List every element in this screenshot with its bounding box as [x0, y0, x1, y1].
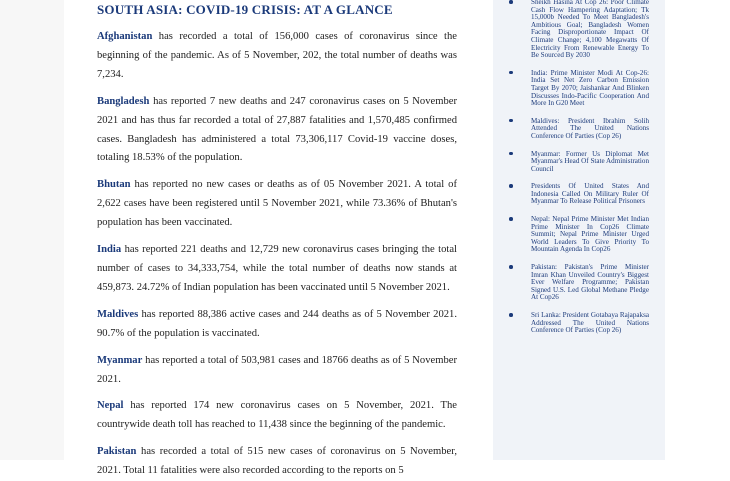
- country-name: Maldives: [97, 308, 139, 320]
- news-headline-item[interactable]: [531, 183, 649, 206]
- news-headline-text: Nepal: Nepal Prime Minister Met Indian Prime Minister In Cop26 Climate Summit; Nepal Prime Minister Urged World Leaders To Give Priority To Mountain Agenda In Cop26: [531, 215, 649, 254]
- bullet-icon: [509, 313, 513, 317]
- news-headline-item[interactable]: [531, 216, 649, 254]
- country-summary: has reported 221 deaths and 12,729 new coronavirus cases bringing the total number of cases to 34,333,754, while the total number of deaths now stands at 459,873. 24.72% of Indian population has been vaccinated until 5 November 2021.: [97, 244, 457, 293]
- country-summary: has reported 174 new coronavirus cases on 5 November, 2021. The countrywide death toll has reached to 11,438 since the beginning of the pandemic.: [97, 400, 457, 431]
- bullet-icon: [509, 71, 513, 75]
- news-headline-text: Maldives: President Ibrahim Solih Attended The United Nations Conference Of Parties (Cop 26): [531, 116, 649, 140]
- page-margin-strip: [0, 0, 64, 460]
- news-headline-text: Sri Lanka: President Gotabaya Rajapaksa Addressed The United Nations Conference Of Parties (Cop 26): [531, 311, 649, 335]
- country-summary: has recorded a total of 156,000 cases of coronavirus since the beginning of the pandemic. As of 5 November, 202, the total number of deaths was 7,234.: [97, 31, 457, 80]
- country-name: Myanmar: [97, 354, 143, 366]
- country-name: Bhutan: [97, 179, 131, 191]
- article-heading: SOUTH ASIA: COVID-19 CRISIS: AT A GLANCE: [97, 2, 393, 17]
- news-headline-item[interactable]: [531, 70, 649, 108]
- bullet-icon: [509, 152, 513, 156]
- country-summary: has reported no new cases or deaths as of 05 November 2021. A total of 2,622 cases have been registered until 5 November 2021, while 73.36% of Bhutan's population has been vaccinated.: [97, 179, 457, 229]
- bullet-icon: [509, 184, 513, 188]
- country-paragraph-pakistan: [97, 443, 457, 481]
- country-paragraph-bhutan: [97, 176, 457, 233]
- country-paragraph-myanmar: [97, 352, 457, 390]
- main-article: [97, 0, 457, 481]
- country-summary: has reported a total of 503,981 cases and 18766 deaths as of 5 November 2021.: [97, 354, 457, 385]
- country-paragraph-maldives: [97, 306, 457, 344]
- country-name: Afghanistan: [97, 31, 153, 42]
- news-headline-item[interactable]: [531, 0, 649, 60]
- bullet-icon: [509, 119, 513, 123]
- news-headline-item[interactable]: [531, 264, 649, 302]
- country-name: Pakistan: [97, 446, 137, 458]
- country-paragraph-afghanistan: [97, 28, 457, 85]
- country-paragraph-bangladesh: [97, 93, 457, 169]
- country-name: Bangladesh: [97, 95, 150, 107]
- news-headline-text: Sheikh Hasina At Cop 26: Poor Climate Cash Flow Hampering Adaptation; Tk 15,000b Needed To Meet Bangladesh's Ambitious Goal; Bangladesh Women Facing Disproportionate Impact Of Climate Change; 4,100 Megawatts Of Electricity From Renewable Energy To Be Sourced By 2030: [531, 0, 649, 60]
- news-headline-text: Pakistan: Pakistan's Prime Minister Imran Khan Unveiled Country's Biggest Ever Welfare Programme; Pakistan Signed U.S. Led Global Methane Pledge At Cop26: [531, 263, 649, 302]
- country-paragraph-nepal: [97, 397, 457, 435]
- news-headline-item[interactable]: [531, 118, 649, 141]
- news-headline-item[interactable]: [531, 312, 649, 335]
- bullet-icon: [509, 217, 513, 221]
- bullet-icon: [509, 0, 513, 4]
- news-headline-text: India: Prime Minister Modi At Cop-26: India Set Net Zero Carbon Emission Target By 2070; Jaishankar And Blinken Discusses Indo-Pacific Cooperation And More In G20 Meet: [531, 68, 649, 108]
- country-paragraph-india: [97, 241, 457, 298]
- news-headline-text: Presidents Of United States And Indonesia Called On Military Ruler Of Myanmar To Release Political Prisoners: [531, 182, 649, 206]
- country-summary: has reported 88,386 active cases and 244 deaths as of 5 November 2021. 90.7% of the population is vaccinated.: [97, 308, 457, 339]
- news-headline-item[interactable]: [531, 151, 649, 174]
- country-name: Nepal: [97, 400, 124, 412]
- country-summary: has reported 7 new deaths and 247 coronavirus cases on 5 November 2021 and has thus far recorded a total of 27,887 fatalities and 1,570,485 confirmed cases. Bangladesh has administered a total 73,306,117 Covid-19 vaccine doses, totaling 18.53% of the population.: [97, 95, 457, 164]
- news-headline-text: Myanmar: Former Us Diplomat Met Myanmar's Head Of State Administration Council: [531, 149, 649, 173]
- news-headline-list: [493, 0, 649, 335]
- country-summary: has recorded a total of 515 new cases of coronavirus on 5 November, 2021. Total 11 fatalities were also recorded according to the reports on 5: [97, 446, 457, 477]
- news-sidebar: [493, 0, 665, 460]
- country-name: India: [97, 244, 122, 256]
- bullet-icon: [509, 265, 513, 269]
